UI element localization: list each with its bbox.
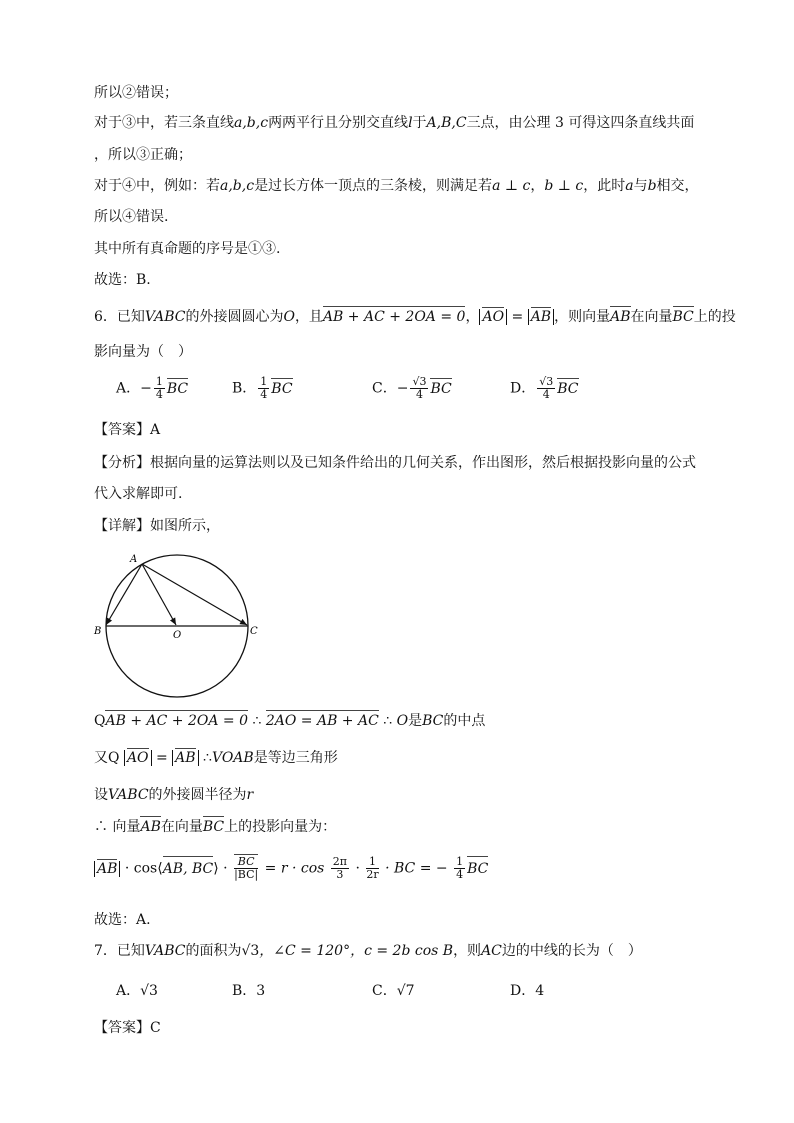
q7-option-d: D．4 xyxy=(510,983,545,999)
option-d: D． $\frac{√3}{4}$ BC xyxy=(510,375,579,401)
projection-formula: AB · cos⟨AB, BC⟩ · $\frac{BC}{|BC|}$ = r · cos $\frac{2\pi}{3}$ · $\frac{1}{2r}$ · BC = − $\frac{1}{4}$ BC xyxy=(94,856,488,881)
vector-ac xyxy=(142,564,247,625)
vector-ao xyxy=(142,564,176,625)
solution-line-4: ∴ 向量AB在向量BC上的投影向量为： xyxy=(94,819,337,835)
text-line: 所以④错误. xyxy=(94,209,169,225)
circle-diagram xyxy=(92,548,262,698)
text-line: 所以②错误； xyxy=(94,85,178,101)
answer-line: 【答案】A xyxy=(94,422,161,438)
question-6-stem: 6．已知VABC的外接圆圆心为O，且AB + AC + 2OA = 0， AO = AB ，则向量AB在向量BC上的投 xyxy=(94,309,736,325)
analysis-line-cont: 代入求解即可. xyxy=(94,486,183,502)
label-a: A xyxy=(130,554,138,565)
q7-option-a: A．√3 xyxy=(116,983,158,999)
label-o: O xyxy=(173,630,182,641)
q7-option-b: B．3 xyxy=(232,983,266,999)
label-b: B xyxy=(94,626,102,637)
q7-option-c: C．√7 xyxy=(372,983,415,999)
solution-line-2: 又Q AO = AB ∴VOAB是等边三角形 xyxy=(94,750,338,766)
text-line: 对于④中，例如：若a,b,c是过长方体一顶点的三条棱，则满足若a ⊥ c，b ⊥ c，此时a与b相交， xyxy=(94,178,699,194)
option-a: A．− $\frac{1}{4}$ BC xyxy=(116,375,189,401)
solution-line-1: QAB + AC + 2OA = 0 ∴ 2AO = AB + AC ∴ O是BC的中点 xyxy=(94,713,486,729)
option-c: C．− $\frac{√3}{4}$ BC xyxy=(372,375,452,401)
vector-ab xyxy=(106,564,142,625)
text-line: 故选：B. xyxy=(94,272,151,288)
text-line: 故选：A. xyxy=(94,912,151,928)
text-line: ，所以③正确； xyxy=(94,147,192,163)
analysis-line: 【分析】根据向量的运算法则以及已知条件给出的几何关系，作出图形，然后根据投影向量的公式 xyxy=(94,455,696,471)
question-6-stem-cont: 影向量为（ ） xyxy=(94,344,192,360)
text-line: 其中所有真命题的序号是①③. xyxy=(94,241,281,257)
option-b: B． $\frac{1}{4}$ BC xyxy=(232,375,293,401)
text-line: 对于③中，若三条直线a,b,c两两平行且分别交直线l于A,B,C三点，由公理 3 可得这四条直线共面 xyxy=(94,115,695,131)
detail-line: 【详解】如图所示， xyxy=(94,518,220,534)
answer-line-2: 【答案】C xyxy=(94,1020,161,1036)
question-7-stem: 7．已知VABC的面积为√3，∠C = 120°，c = 2b cos B，则AC边的中线的长为（ ） xyxy=(94,943,642,959)
label-c: C xyxy=(250,626,258,637)
solution-line-3: 设VABC的外接圆半径为r xyxy=(94,787,254,803)
